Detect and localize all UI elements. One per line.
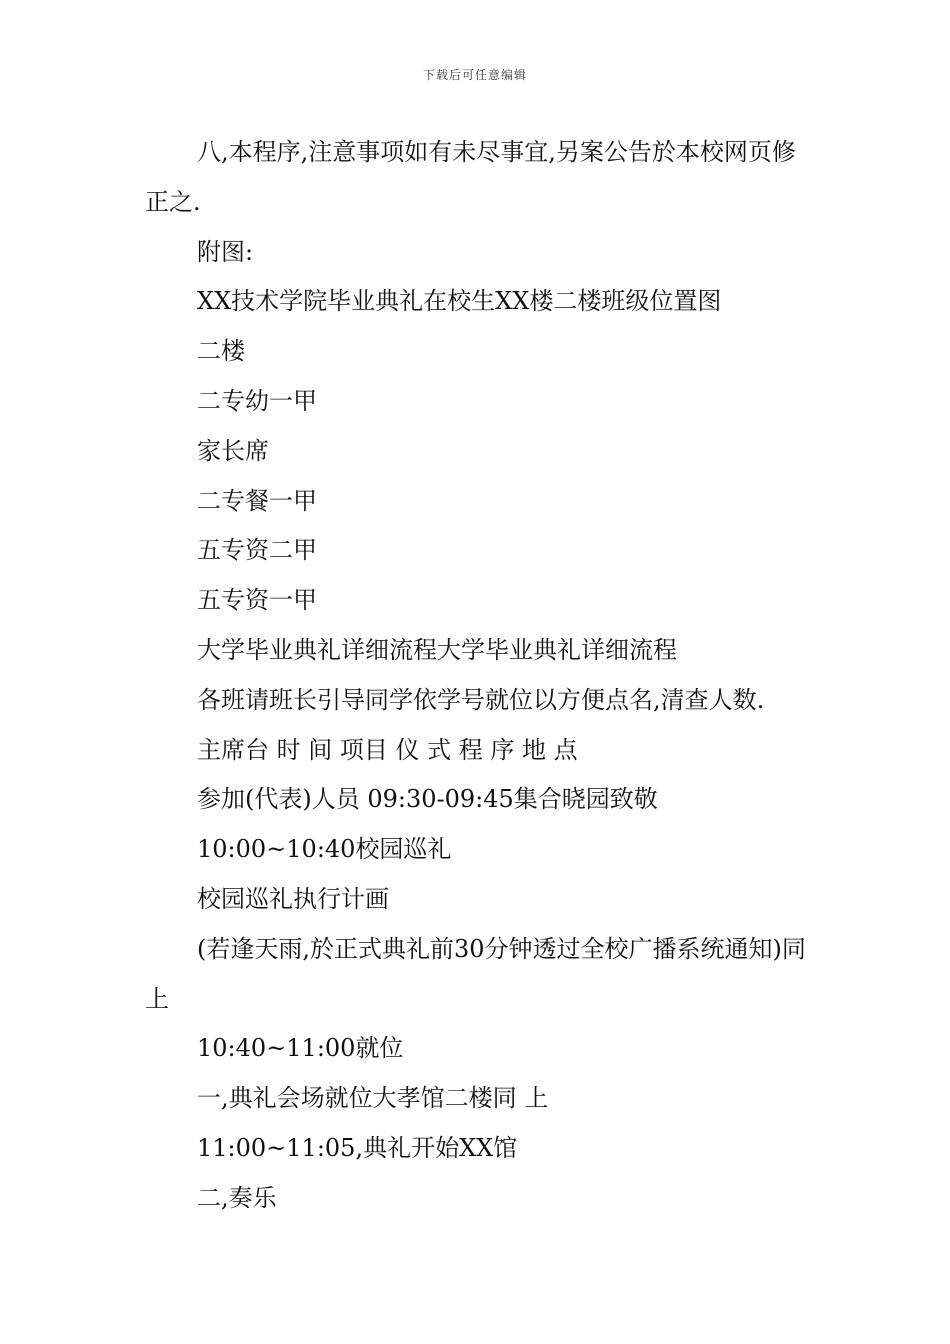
paragraph-class-3: 五专资二甲 bbox=[197, 536, 317, 565]
paragraph-flow-title: 大学毕业典礼详细流程大学毕业典礼详细流程 bbox=[197, 635, 677, 664]
paragraph-campus-tour-plan: 校园巡礼执行计画 bbox=[197, 884, 389, 913]
paragraph-class-4: 五专资一甲 bbox=[197, 586, 317, 615]
document-body bbox=[145, 128, 810, 1224]
paragraph-parents-seats: 家长席 bbox=[197, 436, 269, 465]
paragraph-ceremony-start: 11:00~11:05,典礼开始XX馆 bbox=[197, 1133, 518, 1162]
paragraph-class-1: 二专幼一甲 bbox=[197, 386, 317, 415]
paragraph-seating-chart-title: XX技术学院毕业典礼在校生XX楼二楼班级位置图 bbox=[197, 287, 722, 316]
paragraph-seating-time: 10:40~11:00就位 bbox=[197, 1034, 404, 1063]
page-header-note: 下载后可任意编辑 bbox=[422, 68, 527, 82]
paragraph-venue-seating: 一,典礼会场就位大孝馆二楼同 上 bbox=[197, 1084, 549, 1113]
paragraph-music: 二,奏乐 bbox=[197, 1183, 277, 1212]
paragraph-schedule-headers: 主席台 时 间 项目 仪 式 程 序 地 点 bbox=[197, 735, 578, 764]
paragraph-class-2: 二专餐一甲 bbox=[197, 486, 317, 515]
paragraph-supplementary-note: 八,本程序,注意事项如有未尽事宜,另案公告於本校网页修正之. bbox=[145, 138, 796, 216]
paragraph-roll-call: 各班请班长引导同学依学号就位以方便点名,清查人数. bbox=[197, 685, 765, 714]
paragraph-second-floor: 二楼 bbox=[197, 337, 245, 366]
paragraph-attachment-label: 附图: bbox=[197, 237, 254, 266]
paragraph-campus-tour-time: 10:00~10:40校园巡礼 bbox=[197, 835, 452, 864]
paragraph-assembly: 参加(代表)人员 09:30-09:45集合晓园致敬 bbox=[197, 785, 658, 814]
paragraph-rain-notice: (若逢天雨,於正式典礼前30分钟透过全校广播系统通知)同 上 bbox=[145, 934, 806, 1013]
